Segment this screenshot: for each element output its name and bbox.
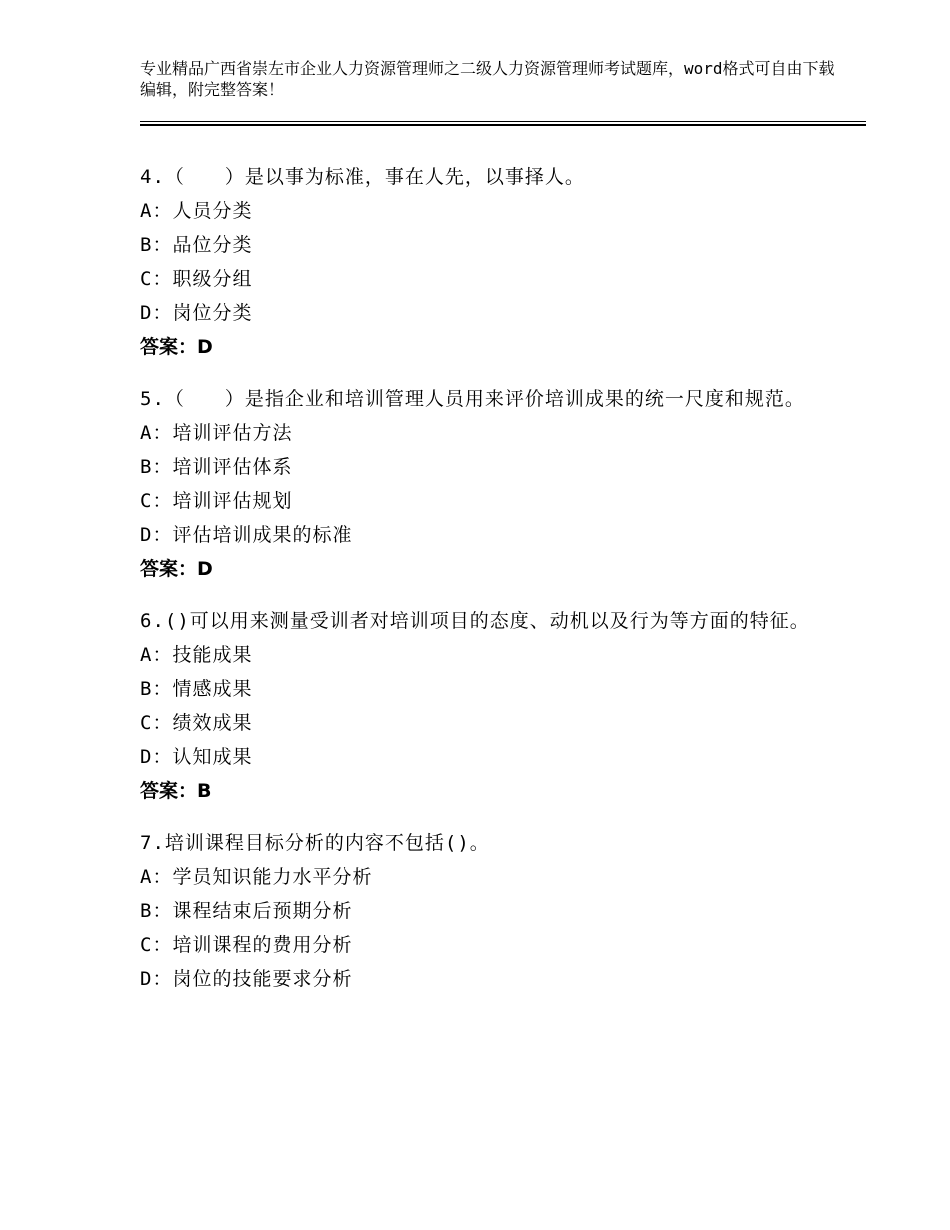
question-6 [140, 604, 840, 808]
question-5 [140, 382, 840, 586]
option-b: B：品位分类 [140, 234, 253, 256]
option-c: C：绩效成果 [140, 712, 253, 734]
answer: 答案：D [140, 336, 213, 358]
option-b: B：课程结束后预期分析 [140, 900, 353, 922]
option-a: A：人员分类 [140, 200, 253, 222]
question-stem: 7.培训课程目标分析的内容不包括()。 [140, 832, 490, 854]
option-c: C：职级分组 [140, 268, 253, 290]
question-stem: 5.（ ）是指企业和培训管理人员用来评价培训成果的统一尺度和规范。 [140, 388, 805, 410]
option-b: B：培训评估体系 [140, 456, 293, 478]
header-rule-thin [140, 121, 866, 122]
option-a: A：技能成果 [140, 644, 253, 666]
answer: 答案：D [140, 558, 213, 580]
question-stem: 4.（ ）是以事为标准，事在人先，以事择人。 [140, 166, 585, 188]
question-list [140, 160, 840, 1014]
option-a: A：培训评估方法 [140, 422, 293, 444]
option-d: D：岗位的技能要求分析 [140, 968, 353, 990]
option-a: A：学员知识能力水平分析 [140, 866, 373, 888]
option-c: C：培训课程的费用分析 [140, 934, 353, 956]
document-header: 专业精品广西省崇左市企业人力资源管理师之二级人力资源管理师考试题库，word格式可自由下载编辑，附完整答案！ [140, 59, 835, 99]
question-4 [140, 160, 840, 364]
option-d: D：评估培训成果的标准 [140, 524, 353, 546]
question-stem: 6.()可以用来测量受训者对培训项目的态度、动机以及行为等方面的特征。 [140, 610, 810, 632]
answer: 答案：B [140, 780, 212, 802]
option-d: D：认知成果 [140, 746, 253, 768]
option-b: B：情感成果 [140, 678, 253, 700]
question-7 [140, 826, 840, 996]
option-d: D：岗位分类 [140, 302, 253, 324]
option-c: C：培训评估规划 [140, 490, 293, 512]
header-rule-thick [140, 124, 866, 126]
